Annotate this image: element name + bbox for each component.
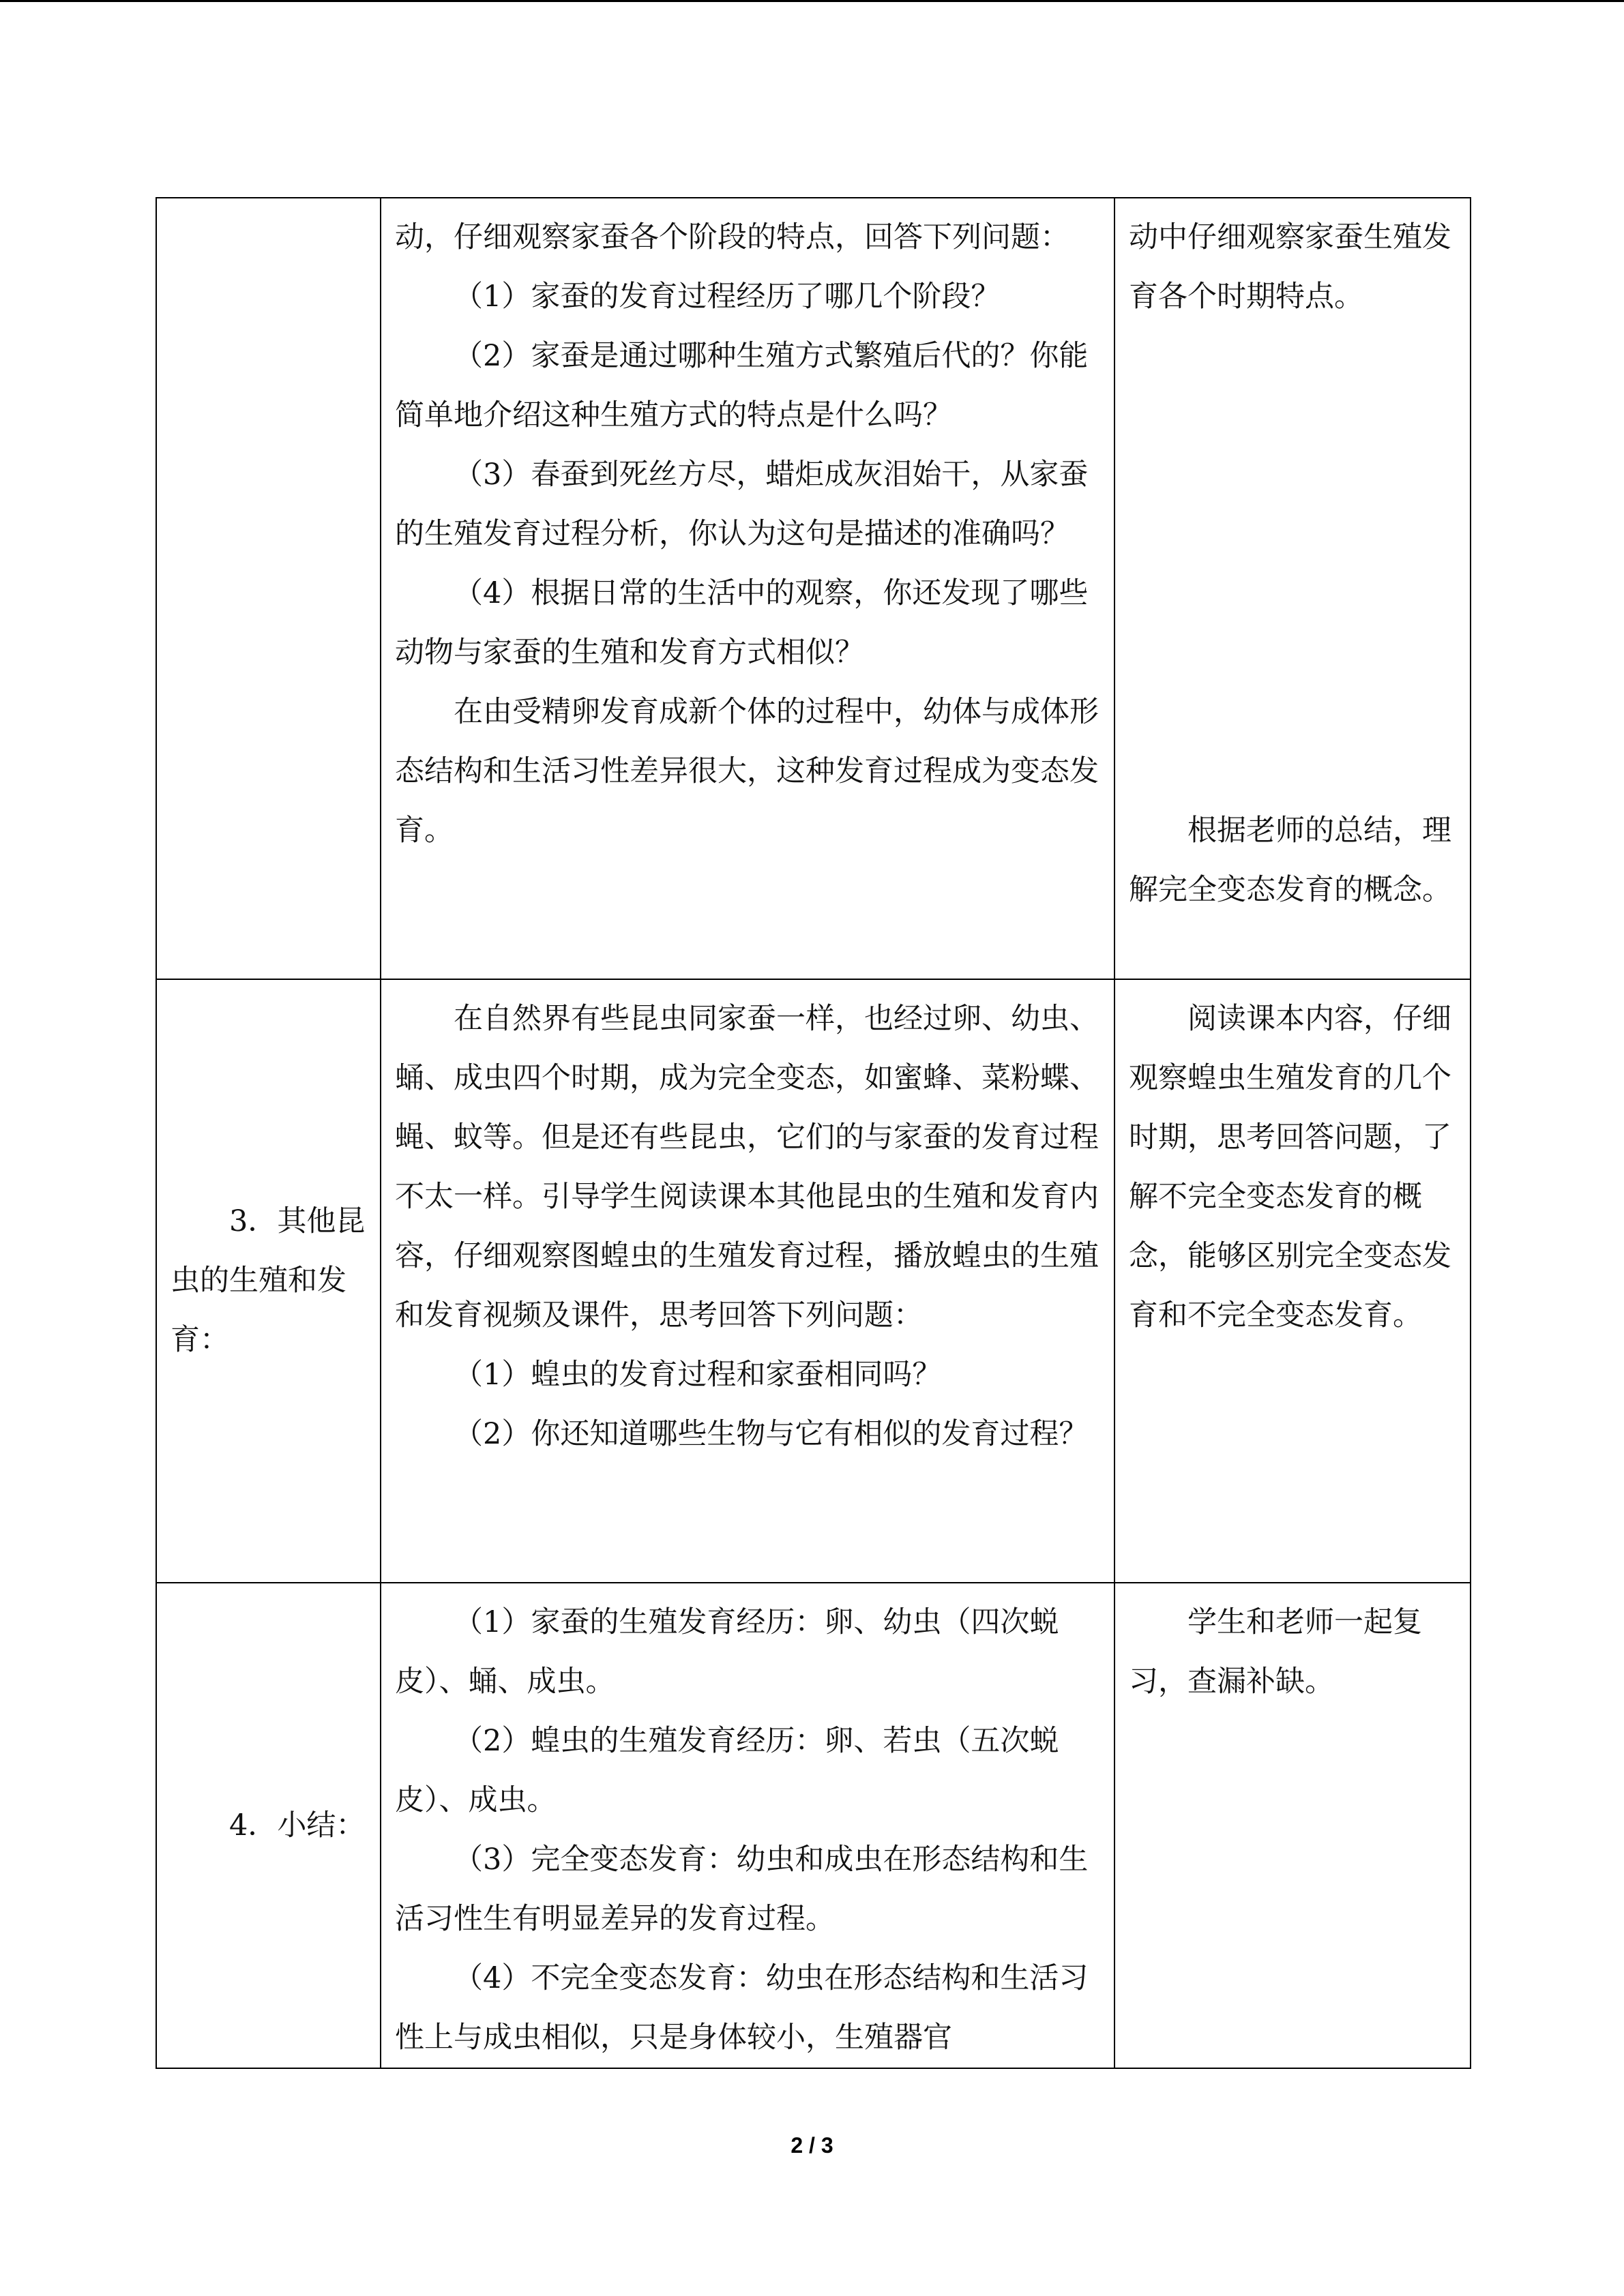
- paragraph: 学生和老师一起复习，查漏补缺。: [1129, 1605, 1422, 1699]
- page-number: 2 / 3: [791, 2133, 833, 2158]
- stage-cell: [156, 1583, 381, 2068]
- paragraph: 阅读课本内容，仔细观察蝗虫生殖发育的几个时期，思考回答问题，了解不完全变态发育的概念，能够区别完全变态发育和不完全变态发育。: [1129, 1002, 1451, 1332]
- question-2: （2）你还知道哪些生物与它有相似的发育过程？: [454, 1417, 1089, 1451]
- summary-1: （1）家蚕的生殖发育经历：卵、幼虫（四次蜕皮）、蛹、成虫。: [395, 1605, 1059, 1699]
- student-activity-cell: [1114, 198, 1471, 979]
- table-row: [156, 198, 1471, 979]
- question-4: （4）根据日常的生活中的观察，你还发现了哪些动物与家蚕的生殖和发育方式相似？: [395, 576, 1089, 670]
- summary-4: （4）不完全变态发育：幼虫在形态结构和生活习性上与成虫相似，只是身体较小，生殖器官: [395, 1961, 1089, 2055]
- paragraph: 动，仔细观察家蚕各个阶段的特点，回答下列问题：: [395, 220, 1069, 254]
- teacher-activity-cell: [381, 979, 1114, 1583]
- table-row: [156, 1583, 1471, 2068]
- question-1: （1）蝗虫的发育过程和家蚕相同吗？: [454, 1358, 942, 1392]
- stage-title: 3．其他昆虫的生殖和发育：: [171, 1204, 366, 1357]
- teacher-activity-cell: [381, 198, 1114, 979]
- student-activity-cell: [1114, 1583, 1471, 2068]
- page-top-border: [0, 0, 1624, 2]
- teacher-activity-cell: [381, 1583, 1114, 2068]
- question-2: （2）家蚕是通过哪种生殖方式繁殖后代的？你能简单地介绍这种生殖方式的特点是什么吗？: [395, 339, 1089, 432]
- lesson-plan-table: [156, 197, 1471, 2069]
- paragraph: 根据老师的总结，理解完全变态发育的概念。: [1129, 814, 1451, 907]
- student-activity-cell: [1114, 979, 1471, 1583]
- stage-title: 4．小结：: [229, 1808, 366, 1843]
- paragraph: 在自然界有些昆虫同家蚕一样，也经过卵、幼虫、蛹、成虫四个时期，成为完全变态，如蜜蜂、菜粉蝶、蝇、蚊等。但是还有些昆虫，它们的与家蚕的发育过程不太一样。引导学生阅读课本其他昆虫的生殖和发育内容，仔细观察图蝗虫的生殖发育过程，播放蝗虫的生殖和发育视频及课件，思考回答下列问题：: [395, 1002, 1099, 1332]
- paragraph: 在由受精卵发育成新个体的过程中，幼体与成体形态结构和生活习性差异很大，这种发育过程成为变态发育。: [395, 695, 1099, 848]
- stage-cell: [156, 979, 381, 1583]
- question-1: （1）家蚕的发育过程经历了哪几个阶段？: [454, 280, 1001, 314]
- paragraph: 动中仔细观察家蚕生殖发育各个时期特点。: [1129, 220, 1451, 314]
- summary-3: （3）完全变态发育：幼虫和成虫在形态结构和生活习性生有明显差异的发育过程。: [395, 1843, 1089, 1936]
- stage-cell: [156, 198, 381, 979]
- question-3: （3）春蚕到死丝方尽，蜡炬成灰泪始干，从家蚕的生殖发育过程分析，你认为这句是描述的准确吗？: [395, 458, 1089, 551]
- table-row: [156, 979, 1471, 1583]
- summary-2: （2）蝗虫的生殖发育经历：卵、若虫（五次蜕皮）、成虫。: [395, 1724, 1059, 1817]
